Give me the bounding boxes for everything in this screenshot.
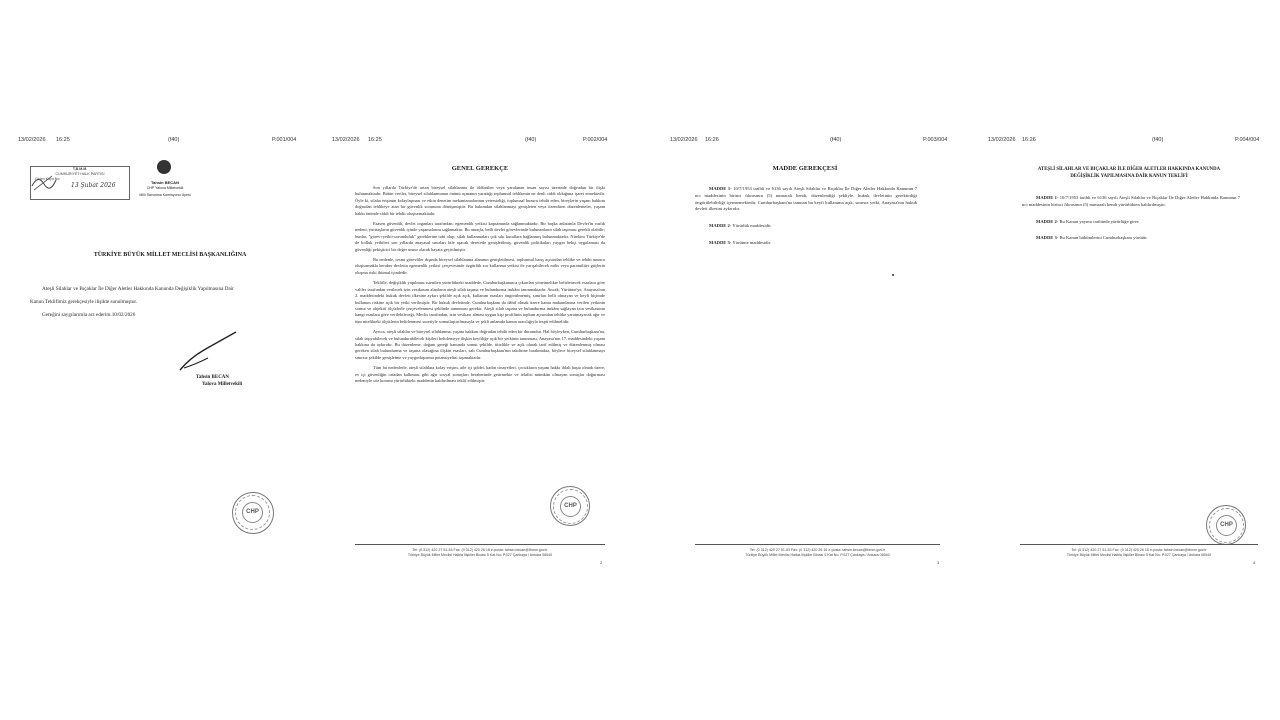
fax-date: 13/02/2026 (670, 137, 698, 143)
fax-ext: (f40) (525, 137, 537, 143)
fax-page: P.004/004 (1235, 137, 1260, 143)
section-heading: MADDE GEREKÇESİ (772, 165, 838, 172)
seal-label: CHP (560, 496, 581, 517)
fax-date: 13/02/2026 (18, 137, 46, 143)
signer-name: Tahsin BECAN (196, 375, 230, 380)
party-seal (1206, 505, 1246, 545)
letter-body (30, 283, 295, 322)
page-number: 3 (937, 560, 940, 565)
rationale-paragraph: Ayrıca, ateşli silahlar ve bireysel silahlanma, yaşam hakkını doğrudan tehdit eden bir durumdur. Hal böyleyken, Cumhurbaşkanı'na, silah taşıyabilecek ve bulundurabilecek kişileri belirlemeye ilişkin keyfiliğe açık bir yetkinin tanınması, Anayasa'nın 17. maddesindeki yaşam hakkına da aykırıdır. Bu düzenleme, doğanı gereği kanunda somut şekilde, titizlikle ve açık olarak tarif edilmiş ve düzenlenmiş olması gereken silah bulundurma ve taşıma olasağına ilişkin esasları, salt Cumhurbaşkanı'nın takdirine bırakmakta, böylece bireysel silahlanmayı sınırsız şekilde genişletme ve yaygınlaştırma potansiyelini taşımaktadır. (355, 329, 605, 360)
fax-header (640, 137, 960, 147)
footer-line: Tel: (0 312) 420 27 51-53 Fax: (0 312) 420 26 16 e-posta: tahsin.becan@tbmm.gov.tr (749, 548, 886, 552)
fax-time: 16:25 (368, 137, 382, 143)
article-label: MADDE 3- (709, 239, 732, 245)
article-label: MADDE 1- (709, 186, 732, 191)
article-text: 10/7/1953 tarihli ve 6136 sayılı Ateşli Silahlar ve Bıçaklar İle Diğer Aletler Hakkında Kanunun 7 nci maddesinin birinci fıkrasının (5) numaralı bendi, düzenlendiği şekliyle, hukuk devletinin gerektirdiği öngörülebilirliği içermemektedir. Cumhurbaşkanı'na tanınan bu keyfi kullanıma açık, sınırsız yetki, Anayasa'nın hukuk devleti ilkesini aykırıdır. (695, 186, 917, 212)
footer-divider (1020, 544, 1258, 545)
page-footer (1020, 548, 1258, 558)
document-page-4 (960, 0, 1280, 720)
document-page-3 (640, 0, 960, 720)
footer-line: Türkiye Büyük Millet Meclisi Halkla İlişkiler Binası 5 Kat No: P.027 Çankaya / Ankara 06540 (745, 553, 890, 557)
article-item (695, 223, 917, 230)
article-label: MADDE 2- (709, 223, 732, 229)
footer-divider (355, 544, 605, 545)
signer-title: Yalova Milletvekili (202, 382, 243, 387)
footer-line: Tel: (0 312) 420 27 51-53 Fax: (0 312) 420 26 16 e-posta: tahsin.becan@tbmm.gov.tr (1071, 548, 1207, 552)
fax-page: P.002/004 (583, 137, 608, 143)
footer-line: Türkiye Büyük Millet Meclisi Halkla İlişkiler Binası 5 Kat No: P.027 Çankaya / Ankara 06540 (407, 553, 553, 557)
article-rationale-body (695, 186, 917, 247)
stamp-handwritten-date: 13 Şubat 2026 (71, 182, 116, 189)
letter-line: Kanun Teklifimiz gerekçesiyle ilişikte sunulmuştur. (30, 299, 138, 305)
letterhead-party: CHP Yalova Milletvekili (146, 186, 184, 190)
article-item (1022, 219, 1240, 226)
rationale-paragraph: Tüm bu nedenlerle, ateşli silahlara kolay erişim, aile içi şiddet, kadın cinayetleri, çocukların yaşam hakkı ihlali başta olmak üzere, ev içi güvenliğin ortadan kalkması gibi ağır sosyal sonuçları beraberinde getirmekte ve telafisi mümkün olmayan sonuçlar doğurması nedeniyle söz konusu yürürlükteki maddenin kaldırılması teklif edilmiştir. (355, 365, 605, 383)
document-page-2 (320, 0, 640, 720)
fax-page: P.001/004 (272, 137, 297, 143)
rationale-paragraph: Esasen güvenlik, devlet organları tarafından, egemenlik yetkisi kapsamında sağlanmaktadır. Bir başka anlatımla Devlet'in varlık nedeni, yurttaşların güvenlik içinde yaşamalarını sağlamaktır. Bu amaçla, belli devlet görevlerinde bulunanların silah taşıması gerekli olabilir; bunlar, "görev+yetki+sorumluluk" gereklerine tabi olup, silah kullanmaları çok sıkı kurallara bağlanmış bulunmaktadır. Nitekim Türkiye'de de kolluk yetkileri son yıllarda anayasal sınırları bile aşacak derecede genişletilmiş, güvenlik politikaları yaygın bekçi uygulaması da güvenliği pekiştirici bir değer unsur olarak hayata geçirilmiştir. (355, 221, 605, 252)
page-number: 4 (1253, 560, 1256, 565)
fax-time: 16:26 (705, 137, 719, 143)
bill-title (1004, 166, 1254, 180)
letterhead-committee: Milli Savunma Komisyonu Üyesi (139, 193, 191, 197)
article-text: Bu Kanun hükümlerini Cumhurbaşkanı yürütür. (1059, 235, 1148, 241)
page-footer (355, 548, 605, 558)
fax-header (960, 137, 1280, 147)
fax-page: P.003/004 (923, 137, 948, 143)
party-seal (232, 492, 274, 534)
party-seal (550, 486, 590, 526)
stamp-scribble-icon (30, 170, 60, 194)
fax-ext: (f40) (168, 137, 180, 143)
letterhead-logo-icon (157, 160, 171, 174)
article-label: MADDE 2- (1036, 218, 1059, 224)
general-rationale-body (355, 185, 605, 388)
letter-line: Gereğini saygılarımla arz ederim.10/02/2026 (42, 312, 136, 318)
seal-label: CHP (242, 502, 263, 523)
article-item (695, 186, 917, 213)
article-text: Yürütme maddesidir. (732, 239, 772, 245)
section-heading: GENEL GEREKÇE (451, 165, 509, 172)
fax-date: 13/02/2026 (988, 137, 1016, 143)
bill-title-line: DEĞİŞİKLİK YAPILMASINA DAİR KANUN TEKLİFİ (1070, 174, 1188, 179)
stamp-line: Gelen Kayıt No: (35, 177, 61, 181)
article-text: Yürürlük maddesidir. (732, 223, 772, 229)
rationale-paragraph: Teklifle, değişiklik yapılması istenilen yürürlükteki maddede, Cumhurbaşkanınca çıkarılan yönetmelikte belirlenecek esaslara göre valiler tarafından verilecek izin vesikasını alanların ateşli silah taşıma ve bulundurma imkânı tanınmaktadır. Ancak, Yürütme'ye, Anayasa'nın 2. maddesindeki hukuk devleti ilkesine aykırı şekilde açık açık, kullanım esasları öngörülmemiş, sınırları belli olmayan ve keyfi biçimde kullanım riskine açık bir yetki verilmiştir. Bir hukuk devletinde, Cumhurbaşkanı da dâhil olmak üzere kamu makamlarına verilen yetkinin somut ve objektif ölçütlerle çerçevelenmesi şeklinde tanınması gerekir. Ateşli silah taşıma ve bulundurma imkânı sağlayan izin vesikasının hangi esaslara göre verilebileceği, Meclis tarafından, izin vesikası alması uygun kişi profilinin toplum açısından tehlike yaratmayacak ağır ve tüm nitelikteki ölçütlerin belirlenmesi suretiyle somutlaştırılmasıyla ve şekli anlamda kanun aracılığıyla tespit edilmelidir. (355, 280, 605, 324)
article-label: MADDE 3- (1036, 235, 1059, 241)
rationale-paragraph: Bu nedenle, resmi görevliler dışında bireysel silahlanma alanının genişletilmesi, toplumsal barış açısından tehlike ve tehdit unsuru oluşturmakla beraber devletin egemenlik yetkisi çerçevesinde özgürlük zor kullanma yetkisi ile yarışabilecek milis veya paramiliter güçlerin oluşma riski ihtimal içindedir. (355, 257, 605, 275)
article-item (1022, 235, 1240, 242)
stamp-line: CUMHURİYET HALK PARTİSİ (55, 172, 105, 176)
seal-label: CHP (1216, 515, 1237, 536)
fax-ext: (f40) (1152, 137, 1164, 143)
fax-time: 16:25 (56, 137, 70, 143)
article-item (1022, 195, 1240, 209)
footer-line: Türkiye Büyük Millet Meclisi Halkla İlişkiler Binası 5 Kat No: P.027 Çankaya / Ankara 06540 (1066, 553, 1212, 557)
bill-title-line: ATEŞLİ SİLAHLAR VE BIÇAKLAR İLE DİĞER ALETLER HAKKINDA KANUNDA (1037, 167, 1221, 172)
footer-line: Tel: (0 312) 420 27 51-53 Fax: (0 312) 420 26 16 e-posta: tahsin.becan@tbmm.gov.tr (412, 548, 548, 552)
page-number: 2 (600, 560, 603, 565)
footer-divider (695, 544, 940, 545)
article-label: MADDE 1- (1036, 195, 1059, 200)
fax-header (320, 137, 640, 147)
page-footer (695, 548, 940, 558)
article-text: 10/7/1953 tarihli ve 6136 sayılı Ateşli Silahlar ve Bıçaklar İle Diğer Aletler Hakkında Kanunun 7 nci maddesinin birinci fıkrasının (5) numaralı bendi yürürlükten kaldırılmıştır. (1022, 195, 1240, 207)
signature-icon (176, 328, 242, 374)
scan-dot (892, 274, 894, 276)
document-page-1 (0, 0, 320, 720)
article-item (695, 240, 917, 247)
fax-time: 16:26 (1022, 137, 1036, 143)
stamp-line: T.B.M.M. (72, 167, 88, 171)
fax-date: 13/02/2026 (332, 137, 360, 143)
article-text: Bu Kanun yayımı tarihinde yürürlüğe girer. (1059, 218, 1140, 224)
fax-ext: (f40) (830, 137, 842, 143)
rationale-paragraph: Son yıllarda Türkiye'de artan bireysel silahlanma ile öldürülen veya yaralanan insan sayısı üzerinde doğrudan bir ilişki bulunmaktadır. Bütün veriler, bireysel silahlanmanın önünü açmanın yarattığı toplumsal tehlikenin ne denli ciddi olduğuna işaret etmektedir. Öyle ki, silaha erişimin kolaylaşması ve etkin denetim mekanizmalarının yetersizliği, toplumsal huzuru tehdit eden, bireylerin yaşam hakkını doğrudan tehlikeye atan bir güvenlik sorununa dönüşmüştür. Bu bakımdan silahlanmayı genişleten veya özendiren düzenlemeler, yaşam hakkı önünde ciddi bir tehdit oluşturmaktadır. (355, 185, 605, 216)
letterhead-name: Tahsin BECAN (151, 180, 179, 185)
bill-articles (1022, 195, 1240, 242)
addressee-heading: TÜRKİYE BÜYÜK MİLLET MECLİSİ BAŞKANLIĞINA (93, 252, 247, 258)
letter-line: Ateşli Silahlar ve Bıçaklar İle Diğer Aletler Hakkında Kanunda Değişiklik Yapılmasına Dair (42, 286, 234, 292)
fax-header (0, 137, 320, 147)
